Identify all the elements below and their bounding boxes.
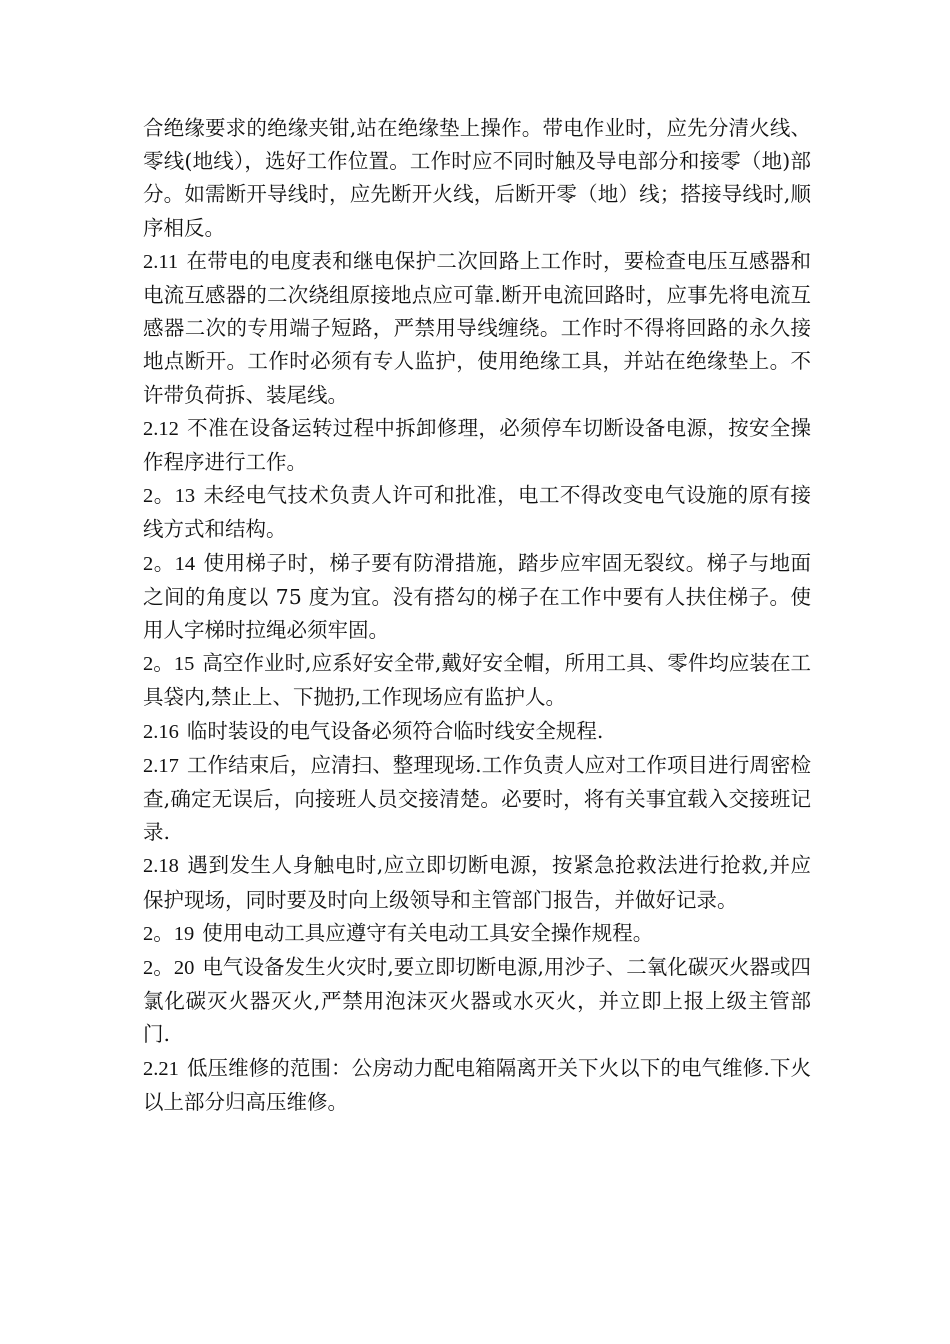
clause-text: 临时装设的电气设备必须符合临时线安全规程. <box>186 718 604 743</box>
clause-2-16 <box>143 715 811 749</box>
clause-2-13 <box>143 479 811 546</box>
clause-2-12 <box>143 412 811 479</box>
clause-number: 2。20 <box>143 957 195 980</box>
clause-2-17 <box>143 749 811 850</box>
clause-number: 2。14 <box>143 552 196 575</box>
clause-number: 2.17 <box>143 754 179 777</box>
clause-number: 2。19 <box>143 922 195 945</box>
clause-text: 电气设备发生火灾时,要立即切断电源,用沙子、二氧化碳灭火器或四氯化碳灭火器灭火,严禁用泡沫灭火器或水灭火，并立即上报上级主管部门. <box>143 955 812 1047</box>
clause-number: 2。13 <box>143 485 196 508</box>
clause-2-11 <box>143 245 811 412</box>
document-body <box>143 112 811 1119</box>
clause-text: 在带电的电度表和继电保护二次回路上工作时，要检查电压互感器和电流互感器的二次绕组原接地点应可靠.断开电流回路时，应事先将电流互感器二次的专用端子短路，严禁用导线缠绕。工作时不得将回路的永久接地点断开。工作时必须有专人监护，使用绝缘工具，并站在绝缘垫上。不许带负荷拆、装尾线。 <box>143 248 811 407</box>
clause-2-20 <box>143 951 811 1052</box>
clause-number: 2.16 <box>143 720 179 743</box>
clause-number: 2.11 <box>143 250 179 273</box>
clause-text: 未经电气技术负责人许可和批准，电工不得改变电气设施的原有接线方式和结构。 <box>143 483 812 542</box>
clause-text: 使用梯子时，梯子要有防滑措施，踏步应牢固无裂纹。梯子与地面之间的角度以 75 度为宜。没有搭勾的梯子在工作中要有人扶住梯子。使用人字梯时拉绳必须牢固。 <box>143 550 812 643</box>
clause-text: 不准在设备运转过程中拆卸修理，必须停车切断设备电源，按安全操作程序进行工作。 <box>143 415 811 475</box>
clause-2-21 <box>143 1052 811 1119</box>
paragraph-text: 合绝缘要求的绝缘夹钳,站在绝缘垫上操作。带电作业时，应先分清火线、零线(地线），选好工作位置。工作时应不同时触及导电部分和接零（地)部分。如需断开导线时，应先断开火线，后断开零（地）线；搭接导线时,顺序相反。 <box>143 116 811 240</box>
clause-text: 使用电动工具应遵守有关电动工具安全操作规程。 <box>202 920 654 945</box>
clause-text: 高空作业时,应系好安全带,戴好安全帽，所用工具、零件均应装在工具袋内,禁止上、下抛扔,工作现场应有监护人。 <box>143 651 812 710</box>
paragraph-continuation <box>143 112 811 245</box>
clause-2-18 <box>143 849 811 916</box>
clause-text: 低压维修的范围：公房动力配电箱隔离开关下火以下的电气维修.下火以上部分归高压维修。 <box>143 1055 811 1114</box>
clause-text: 遇到发生人身触电时,应立即切断电源，按紧急抢救法进行抢救,并应保护现场，同时要及时向上级领导和主管部门报告，并做好记录。 <box>143 853 811 912</box>
clause-2-19 <box>143 917 811 951</box>
clause-number: 2。15 <box>143 653 195 676</box>
clause-number: 2.21 <box>143 1057 179 1080</box>
clause-2-14 <box>143 547 811 648</box>
clause-2-15 <box>143 647 811 714</box>
clause-number: 2.18 <box>143 855 179 878</box>
clause-text: 工作结束后，应清扫、整理现场.工作负责人应对工作项目进行周密检查,确定无误后，向接班人员交接清楚。必要时，将有关事宜载入交接班记录. <box>143 752 811 845</box>
clause-number: 2.12 <box>143 417 179 440</box>
